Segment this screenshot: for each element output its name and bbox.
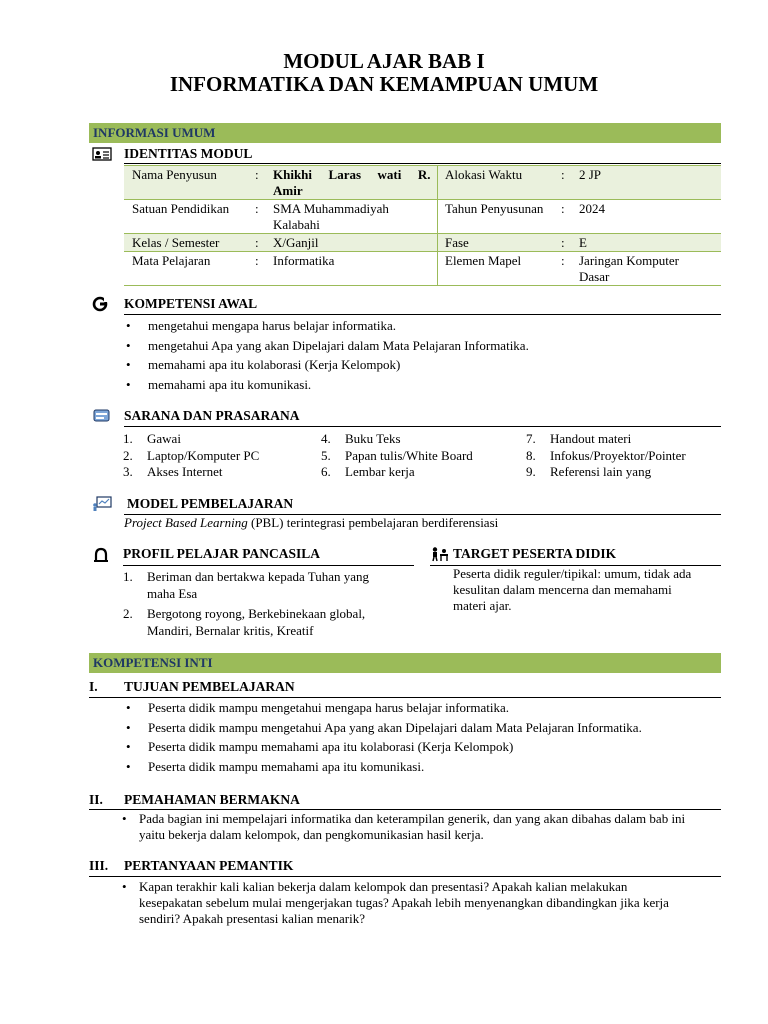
id-card-icon bbox=[92, 146, 112, 167]
value-fase: E bbox=[579, 234, 721, 252]
pemahaman-text: • Pada bagian ini mempelajari informatika dan keterampilan generik, dan yang akan dibahas dalam bab ini yaitu bekerja dalam kelompok, dan pengkomunikasian hasil kerja. bbox=[122, 811, 722, 843]
identitas-table bbox=[124, 165, 721, 286]
label-tahun-penyusunan: Tahun Penyusunan bbox=[445, 200, 561, 234]
table-row bbox=[124, 200, 721, 234]
model-description: Project Based Learning (PBL) terintegrasi pembelajaran berdiferensiasi bbox=[124, 515, 499, 530]
heading-rule bbox=[124, 314, 721, 315]
label-mata-pelajaran: Mata Pelajaran bbox=[132, 252, 255, 286]
list-item: • mengetahui mengapa harus belajar informatika. bbox=[124, 318, 721, 334]
value-mata-pelajaran: Informatika bbox=[273, 252, 437, 286]
heading-rule bbox=[123, 565, 414, 566]
table-row bbox=[124, 252, 721, 286]
sarana-column-2 bbox=[321, 431, 521, 481]
whiteboard-icon bbox=[92, 496, 112, 517]
list-item: • Peserta didik mampu mengetahui mengapa harus belajar informatika. bbox=[124, 700, 721, 716]
document-title-line1: MODUL AJAR BAB I bbox=[283, 49, 485, 73]
value-satuan-pendidikan-2: Kalabahi bbox=[273, 217, 320, 232]
heading-pemahaman-bermakna: PEMAHAMAN BERMAKNA bbox=[124, 792, 300, 807]
list-item: 1. Gawai bbox=[123, 431, 181, 446]
list-item: 1. Beriman dan bertakwa kepada Tuhan yang maha Esa bbox=[123, 569, 370, 601]
label-satuan-pendidikan: Satuan Pendidikan bbox=[132, 200, 255, 234]
heading-model-pembelajaran: MODEL PEMBELAJARAN bbox=[127, 496, 294, 511]
label-nama-penyusun: Nama Penyusun bbox=[132, 166, 255, 200]
value-satuan-pendidikan-1: SMA Muhammadiyah bbox=[273, 201, 389, 216]
list-item: 3. Akses Internet bbox=[123, 464, 223, 479]
heading-rule bbox=[124, 163, 721, 164]
list-item: • memahami apa itu komunikasi. bbox=[124, 377, 721, 393]
value-alokasi-waktu: 2 JP bbox=[579, 166, 721, 200]
kompetensi-awal-list bbox=[124, 318, 721, 396]
table-row bbox=[124, 234, 721, 252]
list-item: • Peserta didik mampu mengetahui Apa yang akan Dipelajari dalam Mata Pelajaran Informatika. bbox=[124, 720, 721, 736]
target-description: Peserta didik reguler/tipikal: umum, tidak ada kesulitan dalam mencerna dan memahami materi ajar. bbox=[453, 566, 692, 613]
value-kelas-semester: X/Ganjil bbox=[273, 234, 437, 252]
value-elemen-mapel-1: Jaringan Komputer bbox=[579, 253, 680, 268]
colon: : bbox=[255, 252, 273, 286]
colon: : bbox=[561, 166, 579, 200]
label-elemen-mapel: Elemen Mapel bbox=[445, 252, 561, 286]
section-band-kompetensi-inti: KOMPETENSI INTI bbox=[89, 653, 721, 673]
tujuan-list bbox=[124, 700, 721, 778]
colon: : bbox=[561, 234, 579, 252]
pemahaman-line: yaitu bekerja dalam kelompok, dan pengkomunikasian hasil kerja. bbox=[139, 827, 484, 842]
heading-rule bbox=[124, 426, 721, 427]
heading-target-peserta-didik: TARGET PESERTA DIDIK bbox=[453, 546, 617, 561]
value-tahun-penyusunan: 2024 bbox=[579, 200, 721, 234]
pancasila-icon bbox=[92, 546, 112, 567]
pertanyaan-line: Kapan terakhir kali kalian bekerja dalam kelompok dan presentasi? Apakah kalian melakukan bbox=[139, 879, 628, 894]
colon: : bbox=[255, 200, 273, 234]
list-item: 4. Buku Teks bbox=[321, 431, 401, 446]
heading-identitas-modul: IDENTITAS MODUL bbox=[124, 146, 253, 161]
value-elemen-mapel-2: Dasar bbox=[579, 269, 610, 284]
heading-rule bbox=[89, 876, 721, 877]
section-number: I. bbox=[89, 679, 98, 694]
label-alokasi-waktu: Alokasi Waktu bbox=[445, 166, 561, 200]
list-item: 9. Referensi lain yang bbox=[526, 464, 652, 479]
list-item: 2. Laptop/Komputer PC bbox=[123, 447, 260, 463]
profil-list bbox=[123, 569, 414, 639]
list-item: 7. Handout materi bbox=[526, 431, 632, 446]
pertanyaan-text: • Kapan terakhir kali kalian bekerja dalam kelompok dan presentasi? Apakah kalian melakukan kesepakatan sebelum mulai mengerjakan tugas? Apakah lebih menyenangkan dibandingkan jika kerja sendiri? Apakah presentasi kalian menarik? bbox=[122, 879, 722, 927]
target-students-icon bbox=[430, 546, 450, 567]
colon: : bbox=[255, 166, 273, 200]
value-nama-penyusun-2: Amir bbox=[273, 183, 303, 198]
facilities-icon bbox=[92, 408, 112, 429]
heading-profil-pelajar-pancasila: PROFIL PELAJAR PANCASILA bbox=[123, 546, 321, 561]
section-band-informasi-umum: INFORMASI UMUM bbox=[89, 123, 721, 143]
sarana-column-1 bbox=[123, 431, 323, 481]
colon: : bbox=[561, 252, 579, 286]
label-kelas-semester: Kelas / Semester bbox=[132, 234, 255, 252]
sarana-column-3 bbox=[526, 431, 726, 481]
list-item: • memahami apa itu kolaborasi (Kerja Kelompok) bbox=[124, 357, 721, 373]
colon: : bbox=[561, 200, 579, 234]
colon: : bbox=[255, 234, 273, 252]
table-row bbox=[124, 166, 721, 200]
pemahaman-line: Pada bagian ini mempelajari informatika dan keterampilan generik, dan yang akan dibahas dalam bab ini bbox=[139, 811, 686, 826]
list-item: • mengetahui Apa yang akan Dipelajari dalam Mata Pelajaran Informatika. bbox=[124, 338, 721, 354]
heading-rule bbox=[89, 809, 721, 810]
list-item: 2. Bergotong royong, Berkebinekaan global, Mandiri, Bernalar kritis, Kreatif bbox=[123, 606, 366, 638]
heading-tujuan-pembelajaran: TUJUAN PEMBELAJARAN bbox=[124, 679, 295, 694]
list-item: • Peserta didik mampu memahami apa itu komunikasi. bbox=[124, 759, 721, 775]
value-nama-penyusun-1: Khikhi Laras wati R. bbox=[273, 167, 431, 182]
list-item: • Peserta didik mampu memahami apa itu kolaborasi (Kerja Kelompok) bbox=[124, 739, 721, 755]
section-number: II. bbox=[89, 792, 103, 807]
heading-kompetensi-awal: KOMPETENSI AWAL bbox=[124, 296, 258, 311]
section-number: III. bbox=[89, 858, 109, 873]
pertanyaan-line: sendiri? Apakah presentasi kalian menarik? bbox=[139, 911, 365, 926]
label-fase: Fase bbox=[445, 234, 561, 252]
list-item: 5. Papan tulis/White Board bbox=[321, 447, 473, 463]
document-title-line2: INFORMATIKA DAN KEMAMPUAN UMUM bbox=[169, 72, 599, 96]
list-item: 6. Lembar kerja bbox=[321, 464, 415, 479]
heading-sarana-prasarana: SARANA DAN PRASARANA bbox=[124, 408, 300, 423]
heading-rule bbox=[89, 697, 721, 698]
heading-pertanyaan-pemantik: PERTANYAAN PEMANTIK bbox=[124, 858, 294, 873]
pertanyaan-line: kesepakatan sebelum mulai mengerjakan tugas? Apakah lebih menyenangkan dibandingkan jika kerja bbox=[139, 895, 669, 910]
competency-icon bbox=[92, 296, 112, 317]
list-item: 8. Infokus/Proyektor/Pointer bbox=[526, 447, 686, 463]
